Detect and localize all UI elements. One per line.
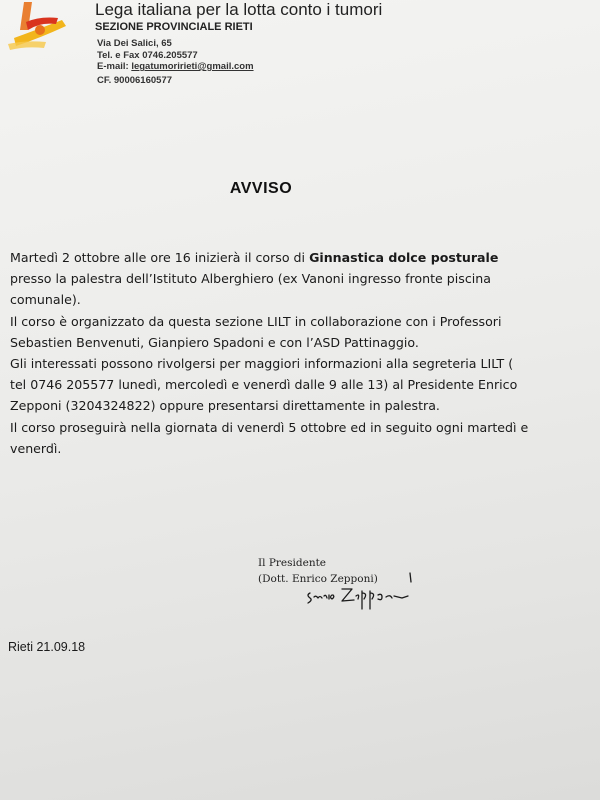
notice-title: AVVISO — [229, 180, 293, 197]
paragraph-text: presso la palestra dell’Istituto Alberghiero (ex Vanoni ingresso fronte piscina comunale). — [10, 271, 491, 308]
signatory-name: (Dott. Enrico Zepponi) — [258, 573, 378, 585]
place-date: Rieti 21.09.18 — [8, 640, 86, 654]
phone-fax-line: Tel. e Fax 0746.205577 — [97, 50, 198, 61]
paragraph-contacts: Gli interessati possono rivolgersi per maggiori informazioni alla segreteria LILT ( tel 0746 205577 lunedì, mercoledì e venerdì dalle 9 alle 13) al Presidente Enrico Zepponi (3204324822) oppure presentarsi direttamente in palestra. — [10, 356, 518, 414]
email-label: E-mail: — [97, 61, 132, 72]
organization-name: Lega italiana per la lotta conto i tumori — [95, 0, 383, 19]
address-line: Via Dei Salici, 65 — [97, 38, 172, 49]
handwritten-signature-icon — [298, 565, 428, 615]
paragraph-text: Martedì 2 ottobre alle ore 16 inizierà il corso di — [10, 250, 310, 265]
paragraph-schedule: Il corso proseguirà nella giornata di venerdì 5 ottobre ed in seguito ogni martedì e venerdì. — [10, 419, 529, 456]
email-link[interactable]: legatumoririeti@gmail.com — [131, 61, 254, 72]
paragraph-course-start — [10, 247, 530, 311]
signatory-role: Il Presidente — [258, 557, 327, 569]
tax-code-line: CF. 90006160577 — [97, 75, 173, 86]
organization-section: SEZIONE PROVINCIALE RIETI — [95, 21, 253, 33]
paragraph-organizers: Il corso è organizzato da questa sezione LILT in collaborazione con i Professori Sebastien Benvenuti, Gianpiero Spadoni e con l’ASD Pattinaggio. — [10, 313, 502, 350]
course-name: Ginnastica dolce posturale — [309, 250, 499, 265]
lilt-logo-icon — [6, 0, 86, 60]
notice-body — [10, 247, 530, 459]
email-line — [97, 61, 254, 72]
